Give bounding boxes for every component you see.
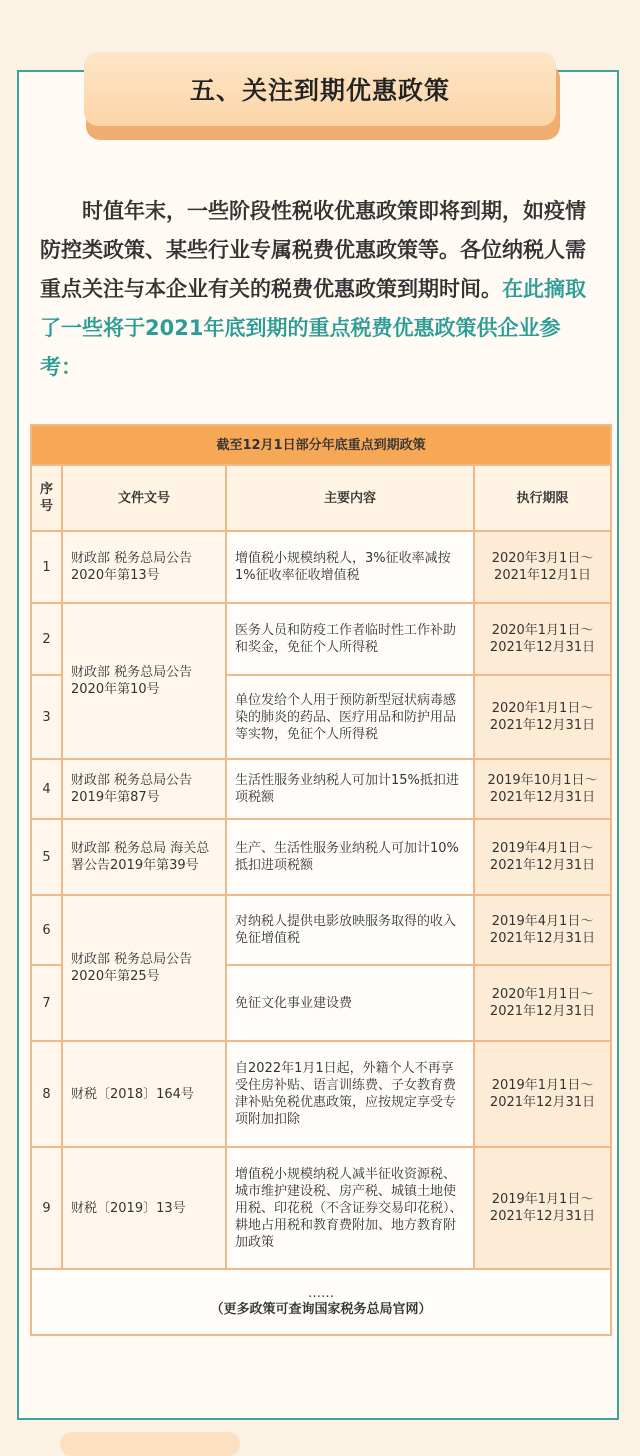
row-period: 2019年4月1日～2021年12月31日	[474, 895, 611, 965]
row-content: 免征文化事业建设费	[226, 965, 474, 1041]
row-period: 2019年4月1日～2021年12月31日	[474, 819, 611, 895]
table-footer	[31, 1269, 611, 1335]
table-caption: 截至12月1日部分年底重点到期政策	[31, 425, 611, 465]
row-num: 1	[31, 531, 62, 603]
row-num: 5	[31, 819, 62, 895]
row-doc: 财税〔2019〕13号	[62, 1147, 226, 1269]
row-doc: 财政部 税务总局 海关总署公告2019年第39号	[62, 819, 226, 895]
row-content: 生产、生活性服务业纳税人可加计10%抵扣进项税额	[226, 819, 474, 895]
table-row	[31, 1147, 611, 1269]
row-period: 2019年1月1日～2021年12月31日	[474, 1041, 611, 1147]
row-period: 2020年1月1日～2021年12月31日	[474, 965, 611, 1041]
table-row	[31, 895, 611, 965]
row-period: 2019年10月1日～2021年12月31日	[474, 759, 611, 819]
row-content: 自2022年1月1日起，外籍个人不再享受住房补贴、语言训练费、子女教育费津补贴免税优惠政策，应按规定享受专项附加扣除	[226, 1041, 474, 1147]
row-num: 4	[31, 759, 62, 819]
row-period: 2020年3月1日～2021年12月1日	[474, 531, 611, 603]
header-content: 主要内容	[226, 465, 474, 531]
row-num: 6	[31, 895, 62, 965]
table-row	[31, 759, 611, 819]
row-doc: 财税〔2018〕164号	[62, 1041, 226, 1147]
policy-table	[30, 424, 610, 1336]
row-doc: 财政部 税务总局公告2019年第87号	[62, 759, 226, 819]
row-doc: 财政部 税务总局公告2020年第10号	[62, 603, 226, 759]
row-content: 单位发给个人用于预防新型冠状病毒感染的肺炎的药品、医疗用品和防护用品等实物，免征个人所得税	[226, 675, 474, 759]
row-num: 8	[31, 1041, 62, 1147]
intro-paragraph	[40, 192, 600, 387]
footer-note: （更多政策可查询国家税务总局官网）	[210, 1301, 432, 1317]
row-num: 3	[31, 675, 62, 759]
row-content: 增值税小规模纳税人，3%征收率减按1%征收率征收增值税	[226, 531, 474, 603]
row-num: 7	[31, 965, 62, 1041]
table-row	[31, 531, 611, 603]
intro-highlight: 在此摘取了一些将于2021年底到期的重点税费优惠政策供企业参考：	[40, 277, 586, 379]
row-content: 医务人员和防疫工作者临时性工作补助和奖金，免征个人所得税	[226, 603, 474, 675]
header-num: 序号	[31, 465, 62, 531]
bottom-decoration	[60, 1432, 240, 1456]
header-period: 执行期限	[474, 465, 611, 531]
table-row	[31, 819, 611, 895]
row-period: 2020年1月1日～2021年12月31日	[474, 603, 611, 675]
row-num: 9	[31, 1147, 62, 1269]
intro-text: 时值年末，一些阶段性税收优惠政策即将到期，如疫情防控类政策、某些行业专属税费优惠政策等。各位纳税人需重点关注与本企业有关的税费优惠政策到期时间。	[40, 199, 586, 301]
table-row	[31, 603, 611, 675]
table-row	[31, 1041, 611, 1147]
section-title: 五、关注到期优惠政策	[189, 76, 450, 105]
row-content: 对纳税人提供电影放映服务取得的收入免征增值税	[226, 895, 474, 965]
footer-dots: ……	[308, 1285, 334, 1301]
row-content: 生活性服务业纳税人可加计15%抵扣进项税额	[226, 759, 474, 819]
row-num: 2	[31, 603, 62, 675]
row-period: 2019年1月1日～2021年12月31日	[474, 1147, 611, 1269]
row-doc: 财政部 税务总局公告2020年第25号	[62, 895, 226, 1041]
row-doc: 财政部 税务总局公告2020年第13号	[62, 531, 226, 603]
section-title-box	[84, 52, 556, 126]
row-content: 增值税小规模纳税人减半征收资源税、城市维护建设税、房产税、城镇土地使用税、印花税（不含证券交易印花税）、耕地占用税和教育费附加、地方教育附加政策	[226, 1147, 474, 1269]
row-period: 2020年1月1日～2021年12月31日	[474, 675, 611, 759]
header-doc: 文件文号	[62, 465, 226, 531]
